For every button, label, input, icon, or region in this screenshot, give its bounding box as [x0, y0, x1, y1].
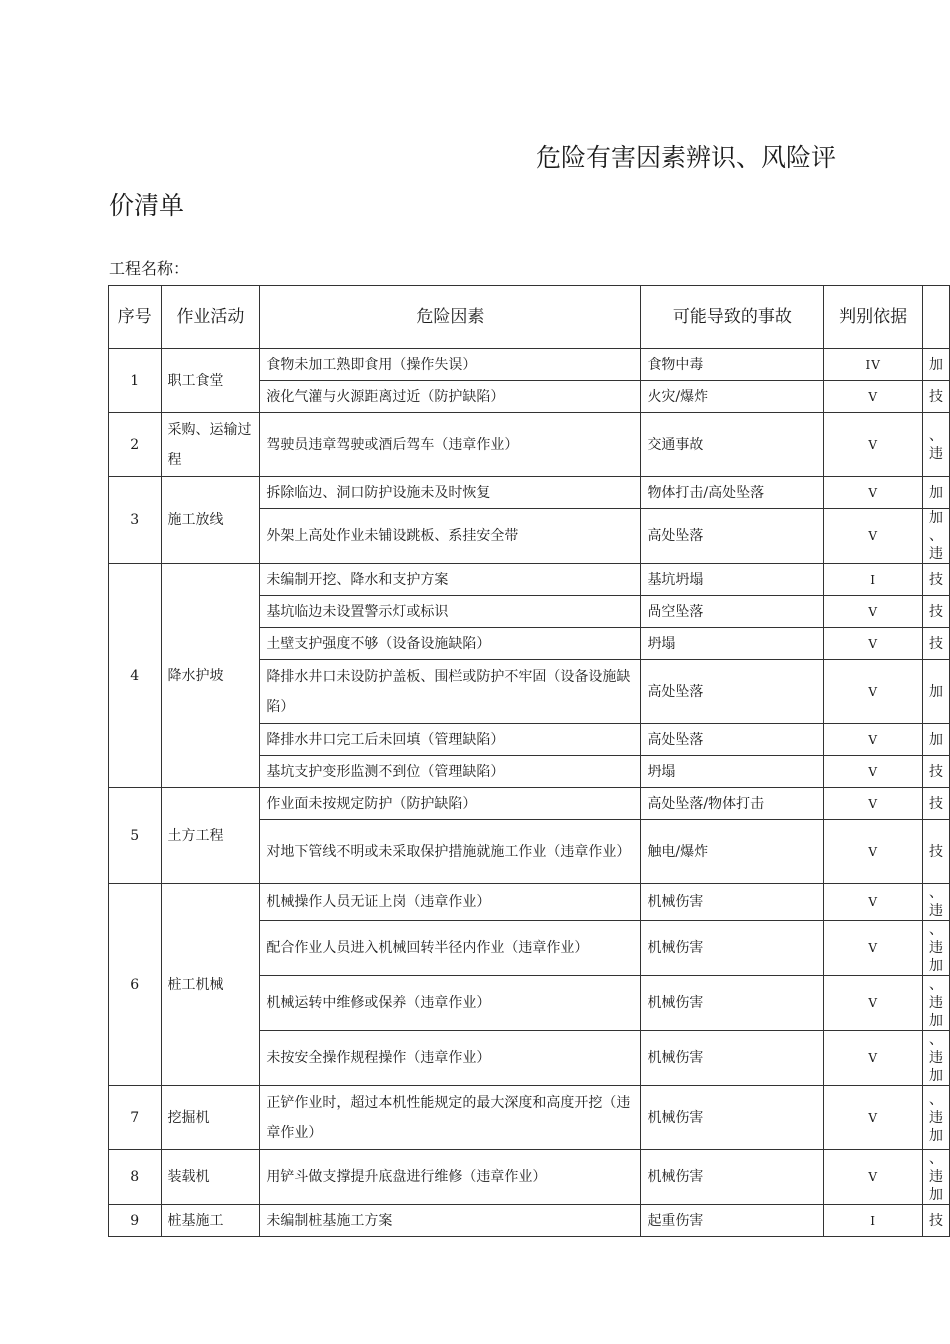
cell-hazard: 基坑支护变形监测不到位（管理缺陷）	[260, 756, 641, 788]
truncated-char: 技	[928, 763, 943, 780]
truncated-char: 加	[928, 1013, 943, 1029]
header-basis: 判别依据	[824, 286, 923, 349]
table-row	[109, 1205, 950, 1237]
cell-truncated	[922, 788, 949, 820]
truncated-char: 技	[928, 795, 943, 812]
table-body	[109, 349, 950, 1237]
cell-seq: 8	[109, 1150, 162, 1205]
cell-hazard: 土壁支护强度不够（设备设施缺陷）	[260, 628, 641, 660]
cell-accident: 高处坠落	[641, 660, 824, 724]
cell-basis: V	[824, 413, 923, 477]
truncated-char: 加	[928, 1068, 943, 1084]
cell-accident: 食物中毒	[641, 349, 824, 381]
cell-hazard: 驾驶员违章驾驶或酒后驾车（违章作业）	[260, 413, 641, 477]
cell-hazard: 降排水井口未设防护盖板、围栏或防护不牢固（设备设施缺陷）	[260, 660, 641, 724]
cell-basis: V	[824, 660, 923, 724]
table-row	[109, 349, 950, 381]
cell-activity: 施工放线	[161, 477, 260, 564]
table-row	[109, 477, 950, 509]
cell-accident: 高处坠落	[641, 724, 824, 756]
truncated-char: 加	[928, 484, 943, 501]
truncated-char: 技	[928, 1212, 943, 1229]
truncated-char: 技	[928, 635, 943, 652]
cell-activity: 土方工程	[161, 788, 260, 884]
cell-basis: V	[824, 724, 923, 756]
cell-hazard: 降排水井口完工后未回填（管理缺陷）	[260, 724, 641, 756]
cell-truncated	[922, 477, 949, 509]
cell-accident: 高处坠落/物体打击	[641, 788, 824, 820]
cell-activity: 采购、运输过程	[161, 413, 260, 477]
cell-seq: 1	[109, 349, 162, 413]
cell-truncated	[922, 976, 949, 1031]
truncated-char: 、	[928, 1151, 943, 1167]
cell-basis: V	[824, 509, 923, 564]
truncated-char: 技	[928, 571, 943, 588]
header-accident: 可能导致的事故	[641, 286, 824, 349]
truncated-char: 违	[928, 1169, 943, 1185]
truncated-char: 加	[928, 958, 943, 974]
cell-hazard: 机械操作人员无证上岗（违章作业）	[260, 884, 641, 921]
header-truncated	[922, 286, 949, 349]
cell-hazard: 正铲作业时，超过本机性能规定的最大深度和高度开挖（违章作业）	[260, 1086, 641, 1150]
cell-basis: V	[824, 596, 923, 628]
cell-activity: 降水护坡	[161, 564, 260, 788]
cell-accident: 物体打击/高处坠落	[641, 477, 824, 509]
cell-accident: 机械伤害	[641, 1031, 824, 1086]
truncated-char: 违	[928, 1109, 943, 1126]
cell-seq: 2	[109, 413, 162, 477]
table-row	[109, 564, 950, 596]
cell-accident: 咼空坠落	[641, 596, 824, 628]
cell-accident: 基坑坍塌	[641, 564, 824, 596]
cell-seq: 3	[109, 477, 162, 564]
cell-hazard: 用铲斗做支撑提升底盘进行维修（违章作业）	[260, 1150, 641, 1205]
cell-accident: 交通事故	[641, 413, 824, 477]
cell-truncated	[922, 820, 949, 884]
cell-hazard: 外架上高处作业未铺设跳板、系挂安全带	[260, 509, 641, 564]
cell-truncated	[922, 756, 949, 788]
cell-basis: V	[824, 756, 923, 788]
cell-basis: V	[824, 788, 923, 820]
project-name-label: 工程名称：	[109, 259, 190, 278]
truncated-char: 加	[928, 1187, 943, 1203]
truncated-char: 加	[928, 731, 943, 748]
cell-truncated	[922, 1150, 949, 1205]
cell-seq: 4	[109, 564, 162, 788]
cell-accident: 触电/爆炸	[641, 820, 824, 884]
cell-hazard: 配合作业人员进入机械回转半径内作业（违章作业）	[260, 921, 641, 976]
cell-basis: V	[824, 1031, 923, 1086]
table-row	[109, 884, 950, 921]
document-title-line2: 价清单	[109, 191, 185, 220]
cell-basis: V	[824, 1086, 923, 1150]
cell-truncated	[922, 884, 949, 921]
cell-hazard: 未按安全操作规程操作（违章作业）	[260, 1031, 641, 1086]
header-activity: 作业活动	[161, 286, 260, 349]
cell-hazard: 拆除临边、洞口防护设施未及时恢复	[260, 477, 641, 509]
truncated-char: 加	[928, 1127, 943, 1144]
table-row	[109, 1086, 950, 1150]
cell-accident: 起重伤害	[641, 1205, 824, 1237]
cell-truncated	[922, 1031, 949, 1086]
cell-basis: V	[824, 921, 923, 976]
cell-basis: IV	[824, 349, 923, 381]
cell-basis: V	[824, 381, 923, 413]
cell-activity: 职工食堂	[161, 349, 260, 413]
truncated-char: 违	[928, 546, 943, 562]
table-row	[109, 1150, 950, 1205]
truncated-char: 违	[928, 995, 943, 1011]
cell-activity: 桩基施工	[161, 1205, 260, 1237]
cell-activity: 装载机	[161, 1150, 260, 1205]
header-hazard: 危险因素	[260, 286, 641, 349]
cell-truncated	[922, 1205, 949, 1237]
cell-basis: V	[824, 1150, 923, 1205]
cell-truncated	[922, 509, 949, 564]
cell-basis: I	[824, 1205, 923, 1237]
cell-truncated	[922, 413, 949, 477]
cell-hazard: 机械运转中维修或保养（违章作业）	[260, 976, 641, 1031]
cell-accident: 机械伤害	[641, 1086, 824, 1150]
table-row	[109, 788, 950, 820]
cell-seq: 7	[109, 1086, 162, 1150]
cell-accident: 机械伤害	[641, 976, 824, 1031]
cell-truncated	[922, 921, 949, 976]
cell-hazard: 未编制桩基施工方案	[260, 1205, 641, 1237]
truncated-char: 技	[928, 603, 943, 620]
cell-basis: V	[824, 628, 923, 660]
truncated-char: 、	[928, 1032, 943, 1048]
cell-truncated	[922, 596, 949, 628]
cell-basis: I	[824, 564, 923, 596]
truncated-char: 、	[928, 885, 943, 901]
cell-hazard: 对地下管线不明或未采取保护措施就施工作业（违章作业）	[260, 820, 641, 884]
truncated-char: 加	[928, 683, 943, 700]
cell-truncated	[922, 628, 949, 660]
truncated-char: 技	[928, 388, 943, 405]
truncated-char: 、	[928, 977, 943, 993]
cell-accident: 坍塌	[641, 756, 824, 788]
cell-hazard: 作业面未按规定防护（防护缺陷）	[260, 788, 641, 820]
cell-accident: 火灾/爆炸	[641, 381, 824, 413]
cell-basis: V	[824, 884, 923, 921]
truncated-char: 加	[928, 510, 943, 526]
truncated-char: 技	[928, 843, 943, 860]
table-row	[109, 413, 950, 477]
cell-activity: 挖掘机	[161, 1086, 260, 1150]
cell-hazard: 未编制开挖、降水和支护方案	[260, 564, 641, 596]
cell-truncated	[922, 349, 949, 381]
truncated-char: 违	[928, 940, 943, 956]
cell-accident: 机械伤害	[641, 921, 824, 976]
truncated-char: 违	[928, 1050, 943, 1066]
cell-activity: 桩工机械	[161, 884, 260, 1086]
cell-seq: 6	[109, 884, 162, 1086]
truncated-char: 违	[928, 445, 943, 462]
cell-hazard: 食物未加工熟即食用（操作失误）	[260, 349, 641, 381]
truncated-char: 、	[928, 922, 943, 938]
table-header-row	[109, 286, 950, 349]
truncated-char: 违	[928, 903, 943, 919]
cell-hazard: 液化气灌与火源距离过近（防护缺陷）	[260, 381, 641, 413]
cell-accident: 机械伤害	[641, 884, 824, 921]
truncated-char: 、	[928, 528, 943, 544]
cell-basis: V	[824, 477, 923, 509]
cell-accident: 高处坠落	[641, 509, 824, 564]
risk-assessment-table	[108, 285, 950, 1237]
cell-truncated	[922, 724, 949, 756]
cell-basis: V	[824, 820, 923, 884]
cell-seq: 5	[109, 788, 162, 884]
document-title-line1: 危险有害因素辨识、风险评	[536, 143, 837, 172]
truncated-char: 、	[928, 427, 943, 444]
cell-accident: 坍塌	[641, 628, 824, 660]
cell-truncated	[922, 564, 949, 596]
cell-truncated	[922, 1086, 949, 1150]
truncated-char: 、	[928, 1091, 943, 1108]
cell-truncated	[922, 381, 949, 413]
cell-hazard: 基坑临边未设置警示灯或标识	[260, 596, 641, 628]
cell-basis: V	[824, 976, 923, 1031]
truncated-char: 加	[928, 356, 943, 373]
cell-accident: 机械伤害	[641, 1150, 824, 1205]
header-seq: 序号	[109, 286, 162, 349]
cell-truncated	[922, 660, 949, 724]
cell-seq: 9	[109, 1205, 162, 1237]
